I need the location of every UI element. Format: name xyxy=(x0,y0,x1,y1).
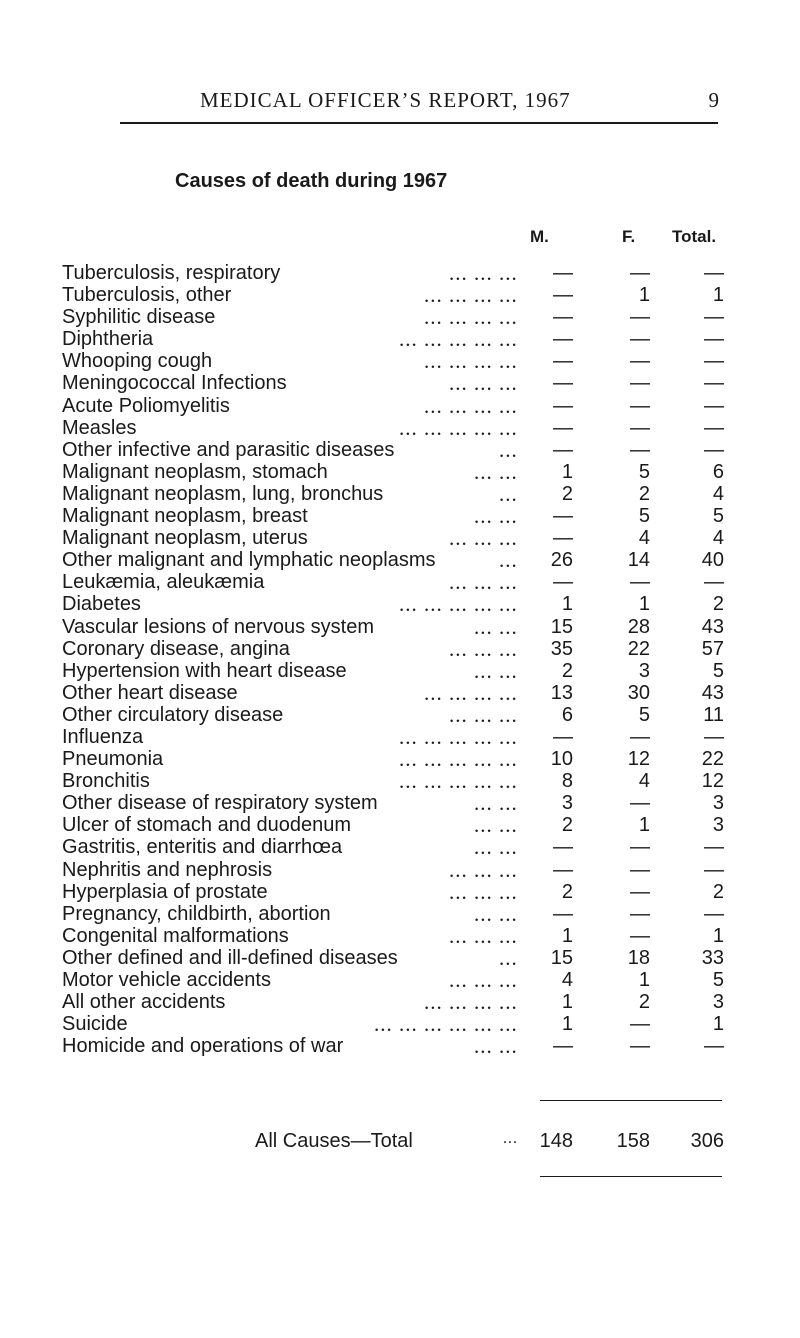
cause-label: Diabetes xyxy=(62,593,141,616)
leader-dots: ... ... ... ... ... xyxy=(399,769,518,794)
cause-label: Motor vehicle accidents xyxy=(62,969,271,991)
table-row xyxy=(0,372,800,394)
male-count: — xyxy=(553,527,573,550)
cause-label: Meningococcal Infections xyxy=(62,372,287,395)
total-count: 1 xyxy=(712,1013,724,1036)
female-count: 2 xyxy=(638,991,650,1014)
male-count: — xyxy=(553,262,573,284)
leader-dots: ... ... ... xyxy=(449,879,518,904)
cause-label: Vascular lesions of nervous system xyxy=(62,615,374,638)
male-count: — xyxy=(553,372,573,395)
total-count: 6 xyxy=(712,460,724,483)
cause-label: Other malignant and lymphatic neoplasms xyxy=(62,549,436,572)
female-count: 5 xyxy=(638,703,650,726)
total-count: — xyxy=(704,262,724,284)
bottom-rule xyxy=(540,1176,722,1177)
male-count: — xyxy=(553,438,573,461)
leader-dots: ... xyxy=(499,437,518,462)
leader-dots: ... ... xyxy=(474,791,518,816)
female-count: — xyxy=(630,416,650,439)
female-count: — xyxy=(630,328,650,351)
cause-label: Influenza xyxy=(62,725,144,748)
table-row xyxy=(0,638,800,660)
male-count: — xyxy=(553,306,573,329)
total-count: 5 xyxy=(712,969,724,991)
leader-dots: ... ... ... ... ... ... xyxy=(374,1012,518,1037)
total-count: 2 xyxy=(712,593,724,616)
cause-label: Other defined and ill-defined diseases xyxy=(62,946,398,969)
cause-label: Malignant neoplasm, uterus xyxy=(62,527,308,550)
female-count: — xyxy=(630,880,650,903)
table-title: Causes of death during 1967 xyxy=(175,170,448,192)
leader-dots: ... ... ... ... ... xyxy=(399,327,518,352)
header-rule xyxy=(120,122,718,124)
total-count: 12 xyxy=(701,770,724,793)
leader-dots: ... xyxy=(499,548,518,573)
female-count: 1 xyxy=(638,969,650,991)
cause-label: Suicide xyxy=(62,1013,128,1036)
sum-rule xyxy=(540,1100,722,1101)
total-count: 1 xyxy=(712,284,724,307)
page-number: 9 xyxy=(708,88,720,112)
male-count: — xyxy=(553,725,573,748)
male-count: — xyxy=(553,1035,573,1058)
table-row xyxy=(0,505,800,527)
causes-table xyxy=(0,262,800,1057)
cause-label: Malignant neoplasm, lung, bronchus xyxy=(62,482,384,505)
cause-label: Pregnancy, childbirth, abortion xyxy=(62,902,331,925)
female-count: — xyxy=(630,394,650,417)
male-count: 2 xyxy=(561,814,573,837)
cause-label: Diphtheria xyxy=(62,328,154,351)
leader-dots: ... ... ... xyxy=(449,968,518,992)
leader-dots: ... ... ... ... xyxy=(424,283,518,308)
cause-label: Measles xyxy=(62,416,137,439)
female-count: 1 xyxy=(638,814,650,837)
leader-dots: ... ... ... xyxy=(449,371,518,396)
male-count: — xyxy=(553,284,573,307)
male-count: — xyxy=(553,394,573,417)
table-row xyxy=(0,571,800,593)
female-count: — xyxy=(630,792,650,815)
total-label: All Causes—Total xyxy=(255,1130,413,1152)
male-count: 3 xyxy=(561,792,573,815)
total-count: — xyxy=(704,1035,724,1058)
cause-label: Hyperplasia of prostate xyxy=(62,880,268,903)
female-count: 1 xyxy=(638,593,650,616)
total-count: 1 xyxy=(712,924,724,947)
male-count: 2 xyxy=(561,659,573,682)
cause-label: Syphilitic disease xyxy=(62,306,216,329)
table-row xyxy=(0,814,800,836)
leader-dots: ... ... xyxy=(474,504,518,529)
table-row xyxy=(0,770,800,792)
column-header-total: Total. xyxy=(672,227,717,246)
total-count: 4 xyxy=(712,527,724,550)
female-count: — xyxy=(630,1035,650,1058)
male-count: 8 xyxy=(561,770,573,793)
table-row xyxy=(0,748,800,770)
female-count: 30 xyxy=(627,681,650,704)
table-row xyxy=(0,616,800,638)
male-count: 10 xyxy=(550,748,573,771)
table-row xyxy=(0,395,800,417)
table-row xyxy=(0,660,800,682)
cause-label: Tuberculosis, respiratory xyxy=(62,262,281,284)
leader-dots: ... ... xyxy=(474,1034,518,1059)
cause-label: Homicide and operations of war xyxy=(62,1035,344,1058)
cause-label: Congenital malformations xyxy=(62,924,289,947)
male-count: 15 xyxy=(550,946,573,969)
leader-dots: ... xyxy=(503,1130,518,1147)
female-count: 1 xyxy=(638,284,650,307)
table-row xyxy=(0,593,800,615)
table-row xyxy=(0,682,800,704)
table-row xyxy=(0,527,800,549)
table-row xyxy=(0,284,800,306)
female-count: — xyxy=(630,1013,650,1036)
total-row xyxy=(0,1130,800,1158)
female-count: — xyxy=(630,725,650,748)
cause-label: Other disease of respiratory system xyxy=(62,792,378,815)
leader-dots: ... ... ... xyxy=(449,261,518,285)
female-count: — xyxy=(630,372,650,395)
total-count: 40 xyxy=(701,549,724,572)
male-count: 15 xyxy=(550,615,573,638)
total-count: 3 xyxy=(712,814,724,837)
cause-label: Hypertension with heart disease xyxy=(62,659,347,682)
female-count: 4 xyxy=(638,770,650,793)
leader-dots: ... ... ... xyxy=(449,923,518,948)
cause-label: Bronchitis xyxy=(62,770,150,793)
cause-label: Other heart disease xyxy=(62,681,238,704)
male-count: 26 xyxy=(550,549,573,572)
cause-label: Malignant neoplasm, breast xyxy=(62,505,308,528)
male-count: 35 xyxy=(550,637,573,660)
table-row xyxy=(0,1013,800,1035)
cause-label: Coronary disease, angina xyxy=(62,637,290,660)
column-header-female: F. xyxy=(622,227,636,246)
leader-dots: ... ... xyxy=(474,901,518,926)
leader-dots: ... ... xyxy=(474,835,518,860)
female-count: — xyxy=(630,350,650,373)
table-row xyxy=(0,306,800,328)
female-count: — xyxy=(630,306,650,329)
male-count: 1 xyxy=(561,1013,573,1036)
cause-label: Leukæmia, aleukæmia xyxy=(62,571,265,594)
total-count: 43 xyxy=(701,681,724,704)
leader-dots: ... xyxy=(499,945,518,970)
male-count: — xyxy=(553,902,573,925)
total-count: — xyxy=(704,725,724,748)
cause-label: Pneumonia xyxy=(62,748,164,771)
female-count: 12 xyxy=(627,748,650,771)
leader-dots: ... ... ... xyxy=(449,857,518,882)
table-row xyxy=(0,991,800,1013)
table-row xyxy=(0,350,800,372)
leader-dots: ... ... ... xyxy=(449,702,518,727)
leader-dots: ... ... ... xyxy=(449,636,518,661)
total-count: — xyxy=(704,416,724,439)
cause-label: Malignant neoplasm, stomach xyxy=(62,460,328,483)
running-header xyxy=(200,88,720,118)
cause-label: Other infective and parasitic diseases xyxy=(62,438,395,461)
female-count: 2 xyxy=(638,482,650,505)
male-count: 1 xyxy=(561,460,573,483)
male-count: 13 xyxy=(550,681,573,704)
table-row xyxy=(0,328,800,350)
leader-dots: ... ... ... ... xyxy=(424,680,518,705)
cause-label: Ulcer of stomach and duodenum xyxy=(62,814,352,837)
male-count: — xyxy=(553,858,573,881)
total-count: — xyxy=(704,902,724,925)
table-row xyxy=(0,704,800,726)
female-count: 5 xyxy=(638,460,650,483)
male-count: 6 xyxy=(561,703,573,726)
table-row xyxy=(0,483,800,505)
table-row xyxy=(0,836,800,858)
table-row xyxy=(0,947,800,969)
leader-dots: ... ... ... ... ... xyxy=(399,747,518,772)
female-count: — xyxy=(630,262,650,284)
female-count: 28 xyxy=(627,615,650,638)
leader-dots: ... ... ... ... ... xyxy=(399,724,518,749)
female-count: — xyxy=(630,858,650,881)
cause-label: Gastritis, enteritis and diarrhœa xyxy=(62,836,343,859)
table-row xyxy=(0,792,800,814)
total-count: 5 xyxy=(712,659,724,682)
leader-dots: ... ... ... xyxy=(449,570,518,595)
table-row xyxy=(0,1035,800,1057)
cause-label: Whooping cough xyxy=(62,350,213,373)
cause-label: Tuberculosis, other xyxy=(62,284,232,307)
female-count: 3 xyxy=(638,659,650,682)
leader-dots: ... ... xyxy=(474,614,518,639)
total-count: — xyxy=(704,571,724,594)
male-count: 1 xyxy=(561,593,573,616)
cause-label: All other accidents xyxy=(62,991,226,1014)
total-count: — xyxy=(704,836,724,859)
total-count: — xyxy=(704,372,724,395)
female-count: 14 xyxy=(627,549,650,572)
male-count: — xyxy=(553,505,573,528)
leader-dots: ... ... ... ... ... xyxy=(399,592,518,617)
female-count: 4 xyxy=(638,527,650,550)
total-count: 4 xyxy=(712,482,724,505)
total-count: 2 xyxy=(712,880,724,903)
table-row xyxy=(0,726,800,748)
cause-label: Other circulatory disease xyxy=(62,703,284,726)
female-count: — xyxy=(630,438,650,461)
cause-label: Nephritis and nephrosis xyxy=(62,858,273,881)
total-male: 148 xyxy=(539,1130,573,1152)
table-row xyxy=(0,439,800,461)
leader-dots: ... ... ... ... xyxy=(424,990,518,1015)
table-row xyxy=(0,549,800,571)
total-count: 33 xyxy=(701,946,724,969)
male-count: 4 xyxy=(561,969,573,991)
total-female: 158 xyxy=(616,1130,650,1152)
male-count: 1 xyxy=(561,924,573,947)
female-count: 18 xyxy=(627,946,650,969)
total-count: 57 xyxy=(701,637,724,660)
report-title: MEDICAL OFFICER’S REPORT, 1967 xyxy=(200,88,571,112)
leader-dots: ... ... ... ... ... xyxy=(399,415,518,440)
female-count: — xyxy=(630,924,650,947)
male-count: — xyxy=(553,836,573,859)
column-header-male: M. xyxy=(530,227,549,246)
total-count: 3 xyxy=(712,991,724,1014)
table-row xyxy=(0,262,800,284)
leader-dots: ... ... xyxy=(474,813,518,838)
total-count: — xyxy=(704,350,724,373)
table-row xyxy=(0,417,800,439)
total-count: 11 xyxy=(703,703,724,726)
table-row xyxy=(0,969,800,991)
male-count: 1 xyxy=(561,991,573,1014)
male-count: — xyxy=(553,350,573,373)
cause-label: Acute Poliomyelitis xyxy=(62,394,230,417)
table-row xyxy=(0,925,800,947)
table-row xyxy=(0,461,800,483)
male-count: 2 xyxy=(561,880,573,903)
leader-dots: ... ... xyxy=(474,459,518,484)
male-count: — xyxy=(553,328,573,351)
table-row xyxy=(0,903,800,925)
leader-dots: ... xyxy=(499,481,518,506)
female-count: — xyxy=(630,902,650,925)
leader-dots: ... ... xyxy=(474,658,518,683)
total-count: 3 xyxy=(712,792,724,815)
total-count: 22 xyxy=(701,748,724,771)
total-count: — xyxy=(704,858,724,881)
total-count: — xyxy=(704,306,724,329)
male-count: — xyxy=(553,416,573,439)
total-count: 5 xyxy=(712,505,724,528)
female-count: — xyxy=(630,571,650,594)
total-count: — xyxy=(704,438,724,461)
male-count: — xyxy=(553,571,573,594)
leader-dots: ... ... ... xyxy=(449,526,518,551)
female-count: — xyxy=(630,836,650,859)
leader-dots: ... ... ... ... xyxy=(424,305,518,330)
leader-dots: ... ... ... ... xyxy=(424,393,518,418)
total-count: — xyxy=(704,328,724,351)
leader-dots: ... ... ... ... xyxy=(424,349,518,374)
total-count: 43 xyxy=(701,615,724,638)
male-count: 2 xyxy=(561,482,573,505)
female-count: 22 xyxy=(627,637,650,660)
female-count: 5 xyxy=(638,505,650,528)
table-row xyxy=(0,881,800,903)
table-row xyxy=(0,859,800,881)
total-all: 306 xyxy=(690,1130,724,1152)
total-count: — xyxy=(704,394,724,417)
